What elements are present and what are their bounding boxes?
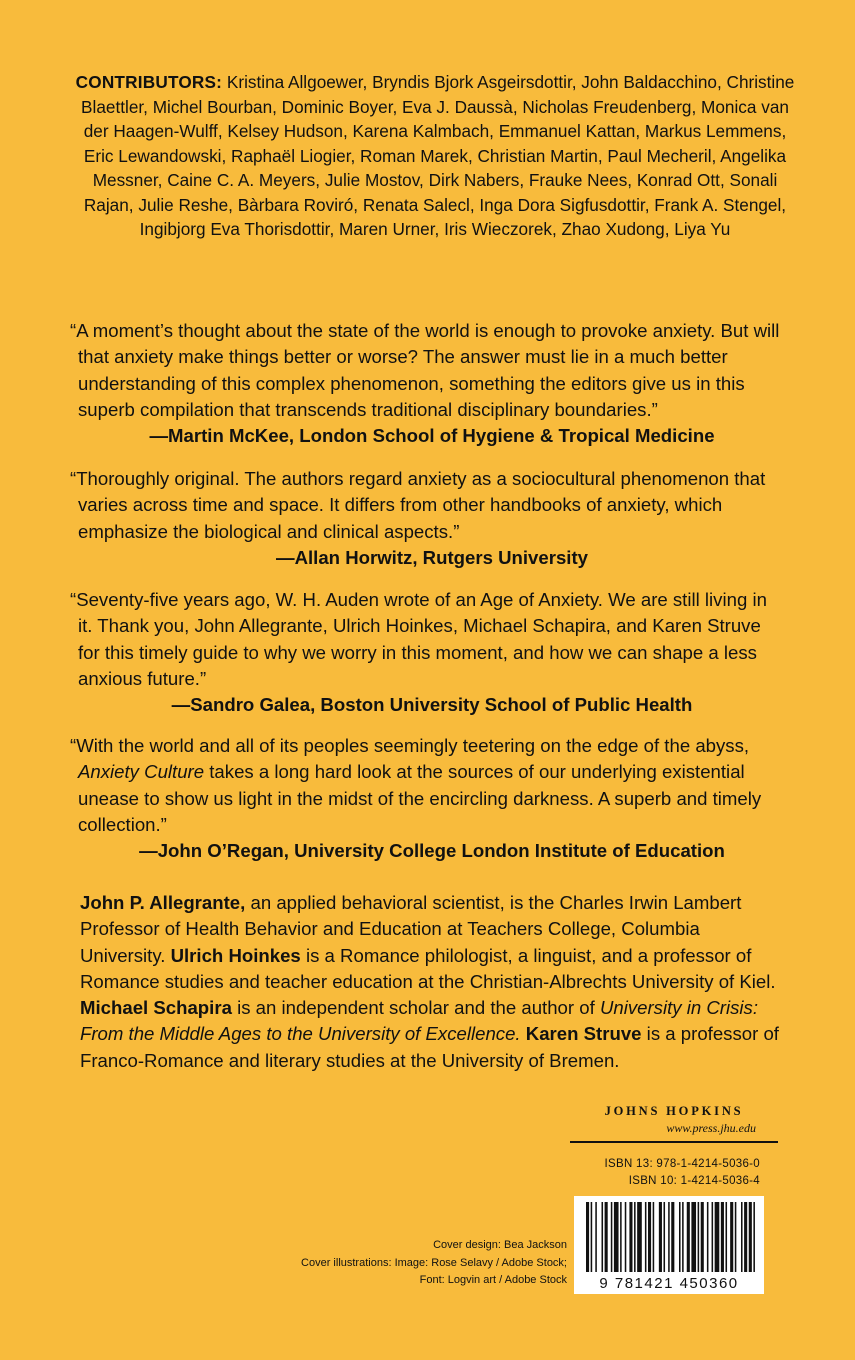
barcode-bar bbox=[668, 1202, 670, 1272]
barcode-bar bbox=[726, 1202, 728, 1272]
barcode-bar bbox=[682, 1202, 684, 1272]
contributors-block bbox=[70, 70, 800, 242]
editors-bio bbox=[80, 890, 780, 1074]
barcode-bar bbox=[586, 1202, 589, 1272]
barcode-bar bbox=[653, 1202, 655, 1272]
quote-text-part: “With the world and all of its peoples seemingly teetering on the edge of the abyss, bbox=[70, 735, 750, 756]
barcode-bar bbox=[741, 1202, 743, 1272]
barcode-bar bbox=[634, 1202, 636, 1272]
barcode-bar bbox=[721, 1202, 724, 1272]
quote-text-part: takes a long hard look at the sources of our underlying existential unease to show us light in the midst of the encircling darkness. A superb and timely collection.” bbox=[78, 761, 762, 835]
barcode-bar bbox=[691, 1202, 696, 1272]
publisher-url: www.press.jhu.edu bbox=[666, 1121, 756, 1135]
barcode-bar bbox=[730, 1202, 733, 1272]
quote-text bbox=[70, 733, 786, 838]
blurb-quote bbox=[70, 587, 786, 718]
quote-attribution: —Sandro Galea, Boston University School of Public Health bbox=[171, 694, 693, 716]
credit-illustrations: Cover illustrations: Image: Rose Selavy / Adobe Stock; bbox=[301, 1256, 567, 1269]
quote-attribution: —John O’Regan, University College London Institute of Education bbox=[139, 840, 725, 862]
quote-text: “Seventy-five years ago, W. H. Auden wrote of an Age of Anxiety. We are still living in it. Thank you, John Allegrante, Ulrich Hoinkes, Michael Schapira, and Karen Struve for this timely guide to why we worry in this moment, and how we can shape a less anxious future.” bbox=[70, 589, 767, 689]
editor-name: Michael Schapira bbox=[80, 997, 232, 1019]
blurb-quote bbox=[70, 318, 786, 449]
barcode-bar bbox=[671, 1202, 674, 1272]
contributors-label: CONTRIBUTORS: bbox=[75, 72, 223, 92]
barcode-digits: 9 781421 450360 bbox=[599, 1275, 739, 1292]
barcode-bar bbox=[595, 1202, 597, 1272]
barcode-bar bbox=[712, 1202, 714, 1272]
barcode-bar bbox=[749, 1202, 752, 1272]
credit-font: Font: Logvin art / Adobe Stock bbox=[419, 1274, 567, 1286]
barcode-bar bbox=[645, 1202, 647, 1272]
quote-attribution: —Martin McKee, London School of Hygiene & Tropical Medicine bbox=[149, 425, 715, 447]
barcode-bar bbox=[735, 1202, 737, 1272]
barcode-bar bbox=[687, 1202, 690, 1272]
quote-text: “A moment’s thought about the state of the world is enough to provoke anxiety. But will that anxiety make things better or worse? The answer must lie in a much better understanding of this complex phenomenon, something the editors give us in this superb compilation that transcends traditional disciplinary boundaries.” bbox=[70, 320, 780, 420]
editor-name: John P. Allegrante, bbox=[80, 892, 246, 913]
publisher-name: JOHNS HOPKINS bbox=[604, 1104, 744, 1118]
editor-name: Ulrich Hoinkes bbox=[170, 944, 301, 966]
contributors-names: Kristina Allgoewer, Bryndis Bjork Asgeirsdottir, John Baldacchino, Christine Blaettler, Michel Bourban, Dominic Boyer, Eva J. Daussà, Nicholas Freudenberg, Monica van der Haagen-Wulff, Kelsey Hudson, Karena Kalmbach, Emmanuel Kattan, Markus Lemmens, Eric Lewandowski, Raphaël Liogier, Roman Marek, Christian Martin, Paul Mecheril, Angelika Messner, Caine C. A. Meyers, Julie Mostov, Dirk Nabers, Frauke Nees, Konrad Ott, Sonali Rajan, Julie Reshe, Bàrbara Roviró, Renata Salecl, Inga Dora Sigfusdottir, Frank A. Stengel, Ingibjorg Eva Thorisdottir, Maren Urner, Iris Wieczorek, Zhao Xudong, Liya Yu bbox=[81, 72, 795, 239]
barcode-bar bbox=[744, 1202, 747, 1272]
barcode-bar bbox=[625, 1202, 627, 1272]
barcode-bar bbox=[664, 1202, 666, 1272]
bio-text: an applied behavioral scientist, is the Charles Irwin Lambert Professor of Health Behavior and Education at Teachers College, Columbia University. bbox=[80, 892, 742, 966]
quote-attribution: —Allan Horwitz, Rutgers University bbox=[275, 546, 589, 568]
barcode-bar bbox=[698, 1202, 700, 1272]
book-title: University in Crisis: From the Middle Ages to the University of Excellence. bbox=[80, 997, 759, 1045]
isbn-10: ISBN 10: 1-4214-5036-4 bbox=[628, 1175, 760, 1187]
barcode-bar bbox=[701, 1202, 704, 1272]
publisher-rule bbox=[570, 1141, 778, 1143]
barcode-bar bbox=[707, 1202, 709, 1272]
bio-text: is a Romance philologist, a linguist, and a professor of Romance studies and teacher education at the Christian-Albrechts University of Kiel. bbox=[80, 944, 776, 992]
isbn-13: ISBN 13: 978-1-4214-5036-0 bbox=[604, 1158, 760, 1170]
barcode-bar bbox=[614, 1202, 619, 1272]
barcode-bars bbox=[574, 1196, 764, 1294]
barcode-bar bbox=[753, 1202, 755, 1272]
blurb-quote bbox=[70, 466, 786, 571]
barcode-bar bbox=[679, 1202, 681, 1272]
barcode bbox=[574, 1196, 764, 1294]
barcode-bar bbox=[637, 1202, 642, 1272]
barcode-bar bbox=[715, 1202, 720, 1272]
barcode-bar bbox=[611, 1202, 613, 1272]
bio-text: is a professor of Franco-Romance and literary studies at the University of Bremen. bbox=[80, 1023, 779, 1071]
barcode-bar bbox=[629, 1202, 632, 1272]
barcode-bar bbox=[659, 1202, 662, 1272]
quote-text: “Thoroughly original. The authors regard anxiety as a sociocultural phenomenon that varies across time and space. It differs from other handbooks of anxiety, which emphasize the biological and clinical aspects.” bbox=[70, 468, 766, 542]
blurb-quote bbox=[70, 733, 786, 864]
bio-text: is an independent scholar and the author of bbox=[231, 997, 600, 1019]
publisher-logo bbox=[570, 1104, 778, 1143]
credit-design: Cover design: Bea Jackson bbox=[433, 1239, 567, 1251]
barcode-bar bbox=[648, 1202, 651, 1272]
barcode-bar bbox=[620, 1202, 622, 1272]
cover-credits bbox=[230, 1237, 567, 1290]
book-title: Anxiety Culture bbox=[78, 761, 205, 783]
editor-name: Karen Struve bbox=[525, 1023, 642, 1045]
barcode-bar bbox=[591, 1202, 593, 1272]
barcode-bar bbox=[602, 1202, 604, 1272]
barcode-bar bbox=[605, 1202, 608, 1272]
